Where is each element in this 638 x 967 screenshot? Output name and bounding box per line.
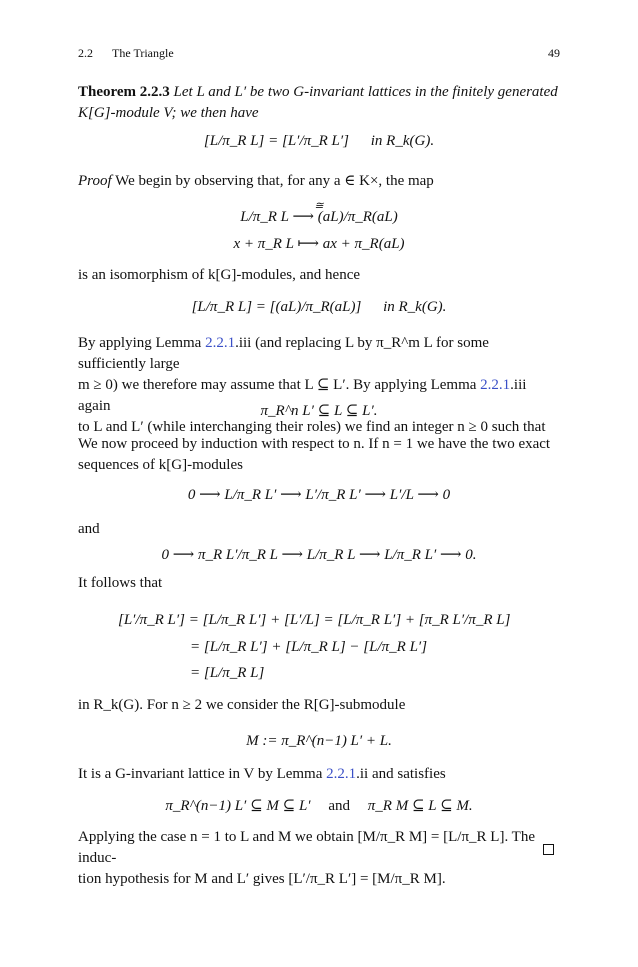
and-word: and [328, 798, 351, 814]
text: By applying Lemma [78, 335, 202, 351]
proof-label: Proof [78, 173, 112, 189]
text: sequences of k[G]-modules [78, 457, 243, 473]
qed-symbol [543, 844, 554, 855]
theorem-equation [78, 131, 560, 151]
text: We now proceed by induction with respect to n. If n = 1 we have the two exact [78, 436, 551, 452]
proof-paragraph [78, 827, 560, 890]
equation-4: M := π_R^(n−1) L′ + L. [246, 733, 392, 749]
iso-arrow [240, 200, 398, 227]
page-number: 49 [548, 46, 560, 60]
proof-paragraph [78, 434, 560, 476]
section-title: The Triangle [112, 46, 174, 60]
proof-line: We begin by observing that, for any a ∈ K×, the map [115, 173, 434, 189]
map-line-2 [78, 234, 560, 254]
iso-symbol: ≅ [314, 200, 324, 212]
chain-line-3: = [L/π_R L] [190, 665, 265, 681]
lemma-link[interactable]: 2.2.1 [480, 377, 511, 393]
equation-2 [78, 297, 560, 317]
theorem-label: Theorem 2.2.3 [78, 84, 170, 100]
equation-tail: in R_k(G). [383, 299, 447, 315]
map-line-1 [78, 200, 560, 227]
equation-5 [78, 796, 560, 816]
section-number: 2.2 [78, 46, 93, 60]
chain-line-2: = [L/π_R L′] + [L/π_R L] − [L/π_R L′] [190, 639, 428, 655]
theorem-statement [78, 82, 560, 124]
lemma-link[interactable]: 2.2.1 [205, 335, 236, 351]
text: .ii and satisfies [356, 766, 446, 782]
proof-paragraph [78, 764, 560, 785]
text: .iii again [78, 377, 527, 414]
text: tion hypothesis for M and L′ gives [L′/π_R L′] = [M/π_R M]. [78, 871, 446, 887]
theorem-text-line2: K[G]-module V; we then have [78, 105, 259, 121]
chain-line-1: [L′/π_R L′] = [L/π_R L′] + [L′/L] = [L/π_R L′] + [π_R L′/π_R L] [118, 612, 511, 628]
proof-intro [78, 171, 560, 192]
proof-line: It follows that [78, 575, 163, 591]
text: .iii (and replacing L by π_R^m L for some sufficiently large [78, 335, 489, 372]
equation-3: π_R^n L′ ⊆ L ⊆ L′. [260, 403, 378, 419]
equation: π_R M ⊆ L ⊆ M. [367, 798, 473, 814]
proof-line: in R_k(G). For n ≥ 2 we consider the R[G]-submodule [78, 697, 406, 713]
text: Applying the case n = 1 to L and M we obtain [M/π_R M] = [L/π_R L]. The induc- [78, 829, 535, 866]
exact-sequence-2: 0 ⟶ π_R L′/π_R L ⟶ L/π_R L ⟶ L/π_R L′ ⟶ 0. [161, 547, 477, 563]
theorem-text-line1: Let L and L′ be two G-invariant lattices in the finitely generated [173, 84, 558, 100]
map-equation: L/π_R L ⟶ (aL)/π_R(aL) [240, 209, 398, 225]
equation: [L/π_R L] = [L′/π_R L′] [203, 133, 350, 149]
equation: [L/π_R L] = [(aL)/π_R(aL)] [191, 299, 362, 315]
equation: π_R^(n−1) L′ ⊆ M ⊆ L′ [165, 798, 311, 814]
map-equation: x + π_R L ⟼ ax + π_R(aL) [233, 236, 405, 252]
text: to L and L′ (while interchanging their roles) we find an integer n ≥ 0 such that [78, 419, 546, 435]
proof-line: and [78, 521, 100, 537]
lemma-link[interactable]: 2.2.1 [326, 766, 357, 782]
exact-sequence-1: 0 ⟶ L/π_R L′ ⟶ L′/π_R L′ ⟶ L′/L ⟶ 0 [187, 487, 451, 503]
proof-paragraph [78, 333, 560, 438]
equation-tail: in R_k(G). [370, 133, 435, 149]
text: It is a G-invariant lattice in V by Lemma [78, 766, 323, 782]
text: m ≥ 0) we therefore may assume that L ⊆ L′. By applying Lemma [78, 377, 477, 393]
proof-line: is an isomorphism of k[G]-modules, and hence [78, 267, 361, 283]
